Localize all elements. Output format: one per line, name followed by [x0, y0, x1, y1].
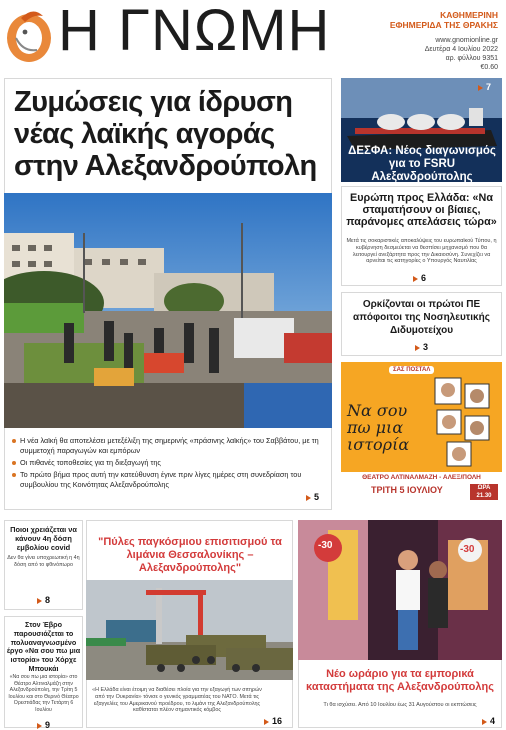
page-number: 4: [490, 716, 496, 726]
ports-headline[interactable]: "Πύλες παγκόσμιου επισιτισμού τα λιμάνια Θεσσαλονίκης – Αλεξανδρούπολης": [98, 536, 282, 574]
masthead-title: Η ΓΝΩΜΗ: [58, 0, 331, 63]
shops-headline[interactable]: Νέο ωράριο για τα εμπορικά καταστήματα της Αλεξανδρούπολης: [306, 668, 494, 693]
covid-page-ref[interactable]: [37, 595, 50, 605]
covid-body: Δεν θα γίνει υποχρεωτική η 4η δόση από το φθινόπωρο: [7, 555, 80, 568]
theatre-poster[interactable]: [341, 362, 502, 512]
arrow-icon: [478, 85, 483, 91]
issue-price: €0.60: [480, 64, 498, 71]
masthead-website[interactable]: www.gnomionline.gr: [435, 37, 498, 44]
fsru-page-ref[interactable]: [478, 82, 491, 92]
evros-headline[interactable]: Στον Έβρο παρουσιάζεται το πολυαναγνωσμένο έργο «Να σου πω μια ιστορία» του Χόρχε Μπουκάι: [6, 620, 81, 673]
europe-headline[interactable]: Ευρώπη προς Ελλάδα: «Να σταματήσουν οι βίαιες, παράνομες απελάσεις τώρα»: [346, 192, 497, 228]
shops-body: Τι θα ισχύσει. Από 10 Ιουλίου έως 31 Αυγούστου οι εκπτώσεις: [323, 702, 477, 708]
main-story-bullets: [12, 436, 327, 492]
poster-footer: [341, 472, 502, 512]
portrait-grid: [433, 376, 493, 468]
ports-page-ref[interactable]: [264, 716, 282, 726]
fsru-headline[interactable]: ΔΕΣΦΑ: Νέος διαγωνισμός για το FSRU Αλεξανδρούπολης: [348, 145, 496, 183]
arrow-icon: [306, 495, 311, 501]
nurses-page-ref[interactable]: [415, 342, 428, 352]
arrow-icon: [482, 719, 487, 725]
page-number: 8: [45, 595, 51, 605]
poster-day: ΤΡΙΤΗ 5 ΙΟΥΛΙΟΥ: [371, 485, 443, 495]
market-photo: [4, 193, 332, 428]
shoppers-photo: [298, 520, 502, 660]
sale-tag: -30: [318, 540, 333, 551]
shops-page-ref[interactable]: [482, 716, 495, 726]
arrow-icon: [413, 276, 418, 282]
masthead-subtagline: ΕΦΗΜΕΡΙΔΑ ΤΗΣ ΘΡΑΚΗΣ: [389, 20, 498, 30]
main-story-headline[interactable]: Ζυμώσεις για ίδρυση νέας λαϊκής αγοράς στην Αλεξανδρούπολη: [14, 86, 317, 182]
poster-time-label: ΩΡΑ: [477, 485, 491, 491]
poster-tag: ΣΑΣ ΠΟΣΤΑΛ: [389, 366, 434, 374]
evros-page-ref[interactable]: [37, 720, 50, 730]
poster-time: 21.30: [476, 493, 492, 499]
page-number: 5: [314, 492, 320, 502]
arrow-icon: [37, 598, 42, 604]
evros-body: «Να σου πω μια ιστορία» στο Θέατρο Αλτιναλμάζη στην Αλεξανδρούπολη, την Τρίτη 5 Ιουλίου και στο Θερινό Θέατρο Ορεστιάδας την Τετάρτη 6 Ιουλίου: [8, 674, 79, 713]
bullet-item: Η νέα λαϊκή θα αποτελέσει μετεξέλιξη της σημερινής «πράσινης λαϊκής» του Σαββάτου, με τη συμμετοχή παραγωγών και εμπόρων: [12, 436, 327, 456]
issue-date: Δευτέρα 4 Ιουλίου 2022: [424, 46, 498, 53]
page-number: 9: [45, 720, 51, 730]
ports-body: «Η Ελλάδα είναι έτοιμη να διαθέσει πλοία για την εξαγωγή των σιτηρών από την Ουκρανία» τόνισε ο γενικός γραμματέας του ΝΑΤΟ. Μετά τις εξαγγελίες του Αμερικανού προέδρου, το λιμάνι της Αλεξανδρούπολης καθίσταται πλέον σημαντικός κόμβος: [92, 687, 262, 714]
poster-time-box: [470, 484, 498, 500]
bird-logo-icon: [3, 4, 55, 64]
page-number: 6: [421, 273, 427, 283]
europe-body: Μετά τις σοκαριστικές αποκαλύψεις του ευρωπαϊκού Τύπου, η κυβέρνηση δεσμεύεται να θεσπίσει μηχανισμό που θα λειτουργεί ανεξάρτητα προς την Δικαιοσύνη. Συνεχίζει να αρνείται τις κατηγορίες ο Υπουργός Ναυτιλίας: [346, 238, 497, 265]
europe-page-ref[interactable]: [413, 273, 426, 283]
arrow-icon: [415, 345, 420, 351]
page-number: 16: [272, 716, 283, 726]
masthead-tagline: ΚΑΘΗΜΕΡΙΝΗ: [440, 10, 498, 20]
issue-number: αρ. φύλλου 9351: [445, 55, 498, 62]
page-number: 7: [486, 82, 492, 92]
poster-venue: ΘΕΑΤΡΟ ΑΛΤΙΝΑΛΜΑΖΗ - ΑΛΕΞ/ΠΟΛΗ: [362, 474, 481, 481]
port-tanks-photo: [86, 580, 293, 680]
nurses-headline[interactable]: Ορκίζονται οι πρώτοι ΠΕ απόφοιτοι της Νοσηλευτικής Διδυμοτείχου: [353, 299, 490, 336]
main-story-page-ref[interactable]: [306, 492, 319, 502]
poster-title: Να σου πω μια ιστορία: [347, 401, 410, 454]
bullet-item: Το πρώτο βήμα προς αυτή την κατεύθυνση έγινε πριν λίγες ημέρες στη συνεδρίαση του συμβουλίου της Κοινότητας Αλεξανδρούπολης: [12, 470, 327, 490]
bullet-item: Οι πιθανές τοποθεσίες για τη διεξαγωγή της: [12, 458, 327, 468]
sale-tag: -30: [460, 544, 475, 555]
arrow-icon: [264, 719, 269, 725]
page-number: 3: [423, 342, 429, 352]
covid-headline[interactable]: Ποιοι χρειάζεται να κάνουν 4η δόση εμβολίου covid: [10, 525, 77, 552]
arrow-icon: [37, 723, 42, 729]
